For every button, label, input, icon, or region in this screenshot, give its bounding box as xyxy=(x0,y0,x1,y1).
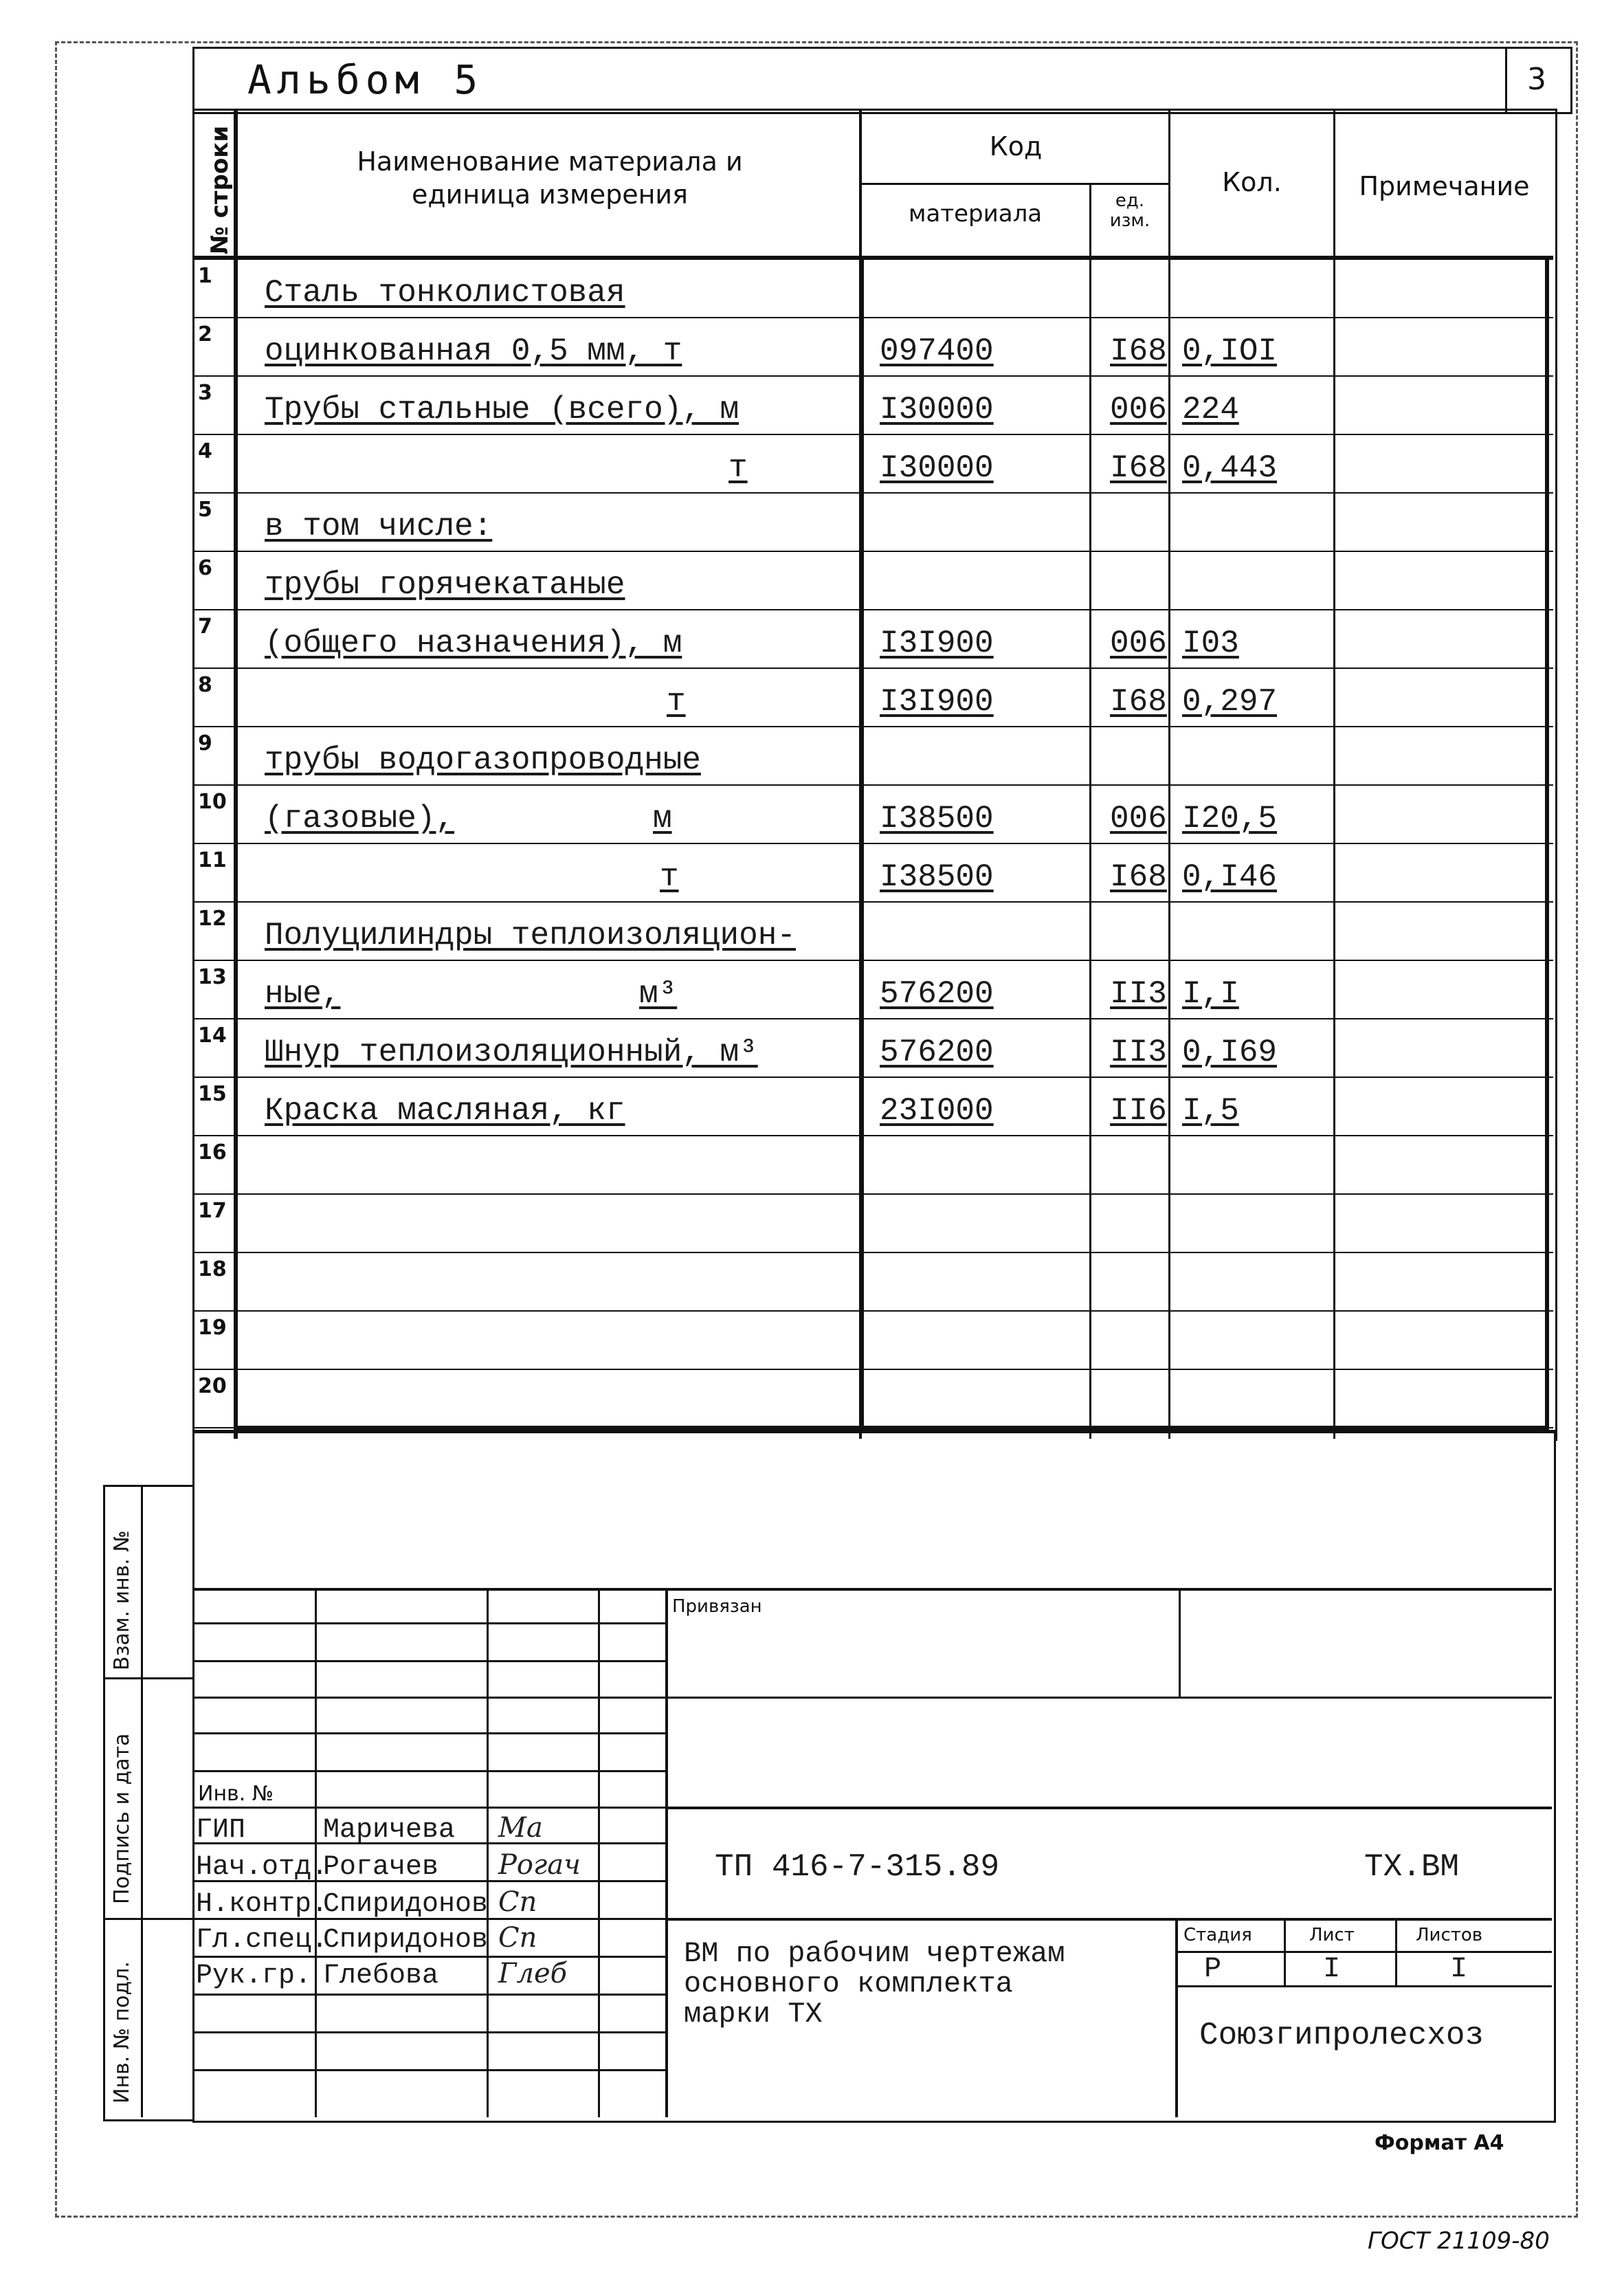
person-role: Нач.отд. xyxy=(196,1852,329,1883)
unit-code: 006 xyxy=(1110,392,1167,428)
tb-hline-title xyxy=(665,1918,1552,1921)
stage-label: Стадия xyxy=(1183,1925,1252,1945)
quantity: 0,IOI xyxy=(1182,333,1278,369)
tb-left-hline xyxy=(192,1994,667,1996)
person-signature: Глеб xyxy=(498,1958,568,1989)
row-number: 10 xyxy=(198,790,227,814)
tb-left-hline xyxy=(192,1732,667,1734)
row-number: 4 xyxy=(198,439,212,463)
table-row xyxy=(192,961,1553,1019)
quantity: 224 xyxy=(1182,392,1239,428)
row-number: 16 xyxy=(198,1140,227,1164)
person-signature: Рогач xyxy=(498,1849,581,1881)
table-row xyxy=(192,1019,1553,1078)
format-label: Формат А4 xyxy=(1375,2131,1504,2155)
quantity: I,5 xyxy=(1182,1093,1239,1129)
side-divider-inner xyxy=(141,1485,143,2117)
sheets-label: Листов xyxy=(1416,1925,1483,1945)
tb-hline-stage-val xyxy=(1175,1985,1552,1987)
person-name: Спиридонов xyxy=(323,1889,489,1920)
doc-title-line2: основного комплекта xyxy=(684,1967,1013,2001)
inv-no-label: Инв. № xyxy=(198,1782,274,1806)
gost-label: ГОСТ 21109-80 xyxy=(1368,2227,1550,2255)
material-code: 23I000 xyxy=(880,1093,994,1129)
sheets-value: I xyxy=(1450,1952,1468,1985)
doc-title xyxy=(684,1939,1065,2029)
album-title: Альбом 5 xyxy=(247,56,484,103)
header-qty: Кол. xyxy=(1222,167,1282,197)
table-row xyxy=(192,1195,1553,1253)
stage-value: Р xyxy=(1204,1952,1222,1985)
header-note: Примечание xyxy=(1359,171,1530,201)
material-code: I3I900 xyxy=(880,684,994,720)
tb-left-hline xyxy=(192,1770,667,1772)
material-code: I38500 xyxy=(880,801,994,837)
row-number: 8 xyxy=(198,673,212,697)
tb-vline-stage-area xyxy=(1175,1918,1178,2117)
mark: ТХ.ВМ xyxy=(1364,1849,1460,1885)
material-code: I30000 xyxy=(880,392,994,428)
table-row xyxy=(192,552,1553,610)
row-number: 6 xyxy=(198,556,212,580)
row-number: 15 xyxy=(198,1082,227,1106)
header-code: Код xyxy=(989,131,1043,162)
quantity: 0,297 xyxy=(1182,684,1278,720)
side-label-podpis: Подпись и дата xyxy=(110,1733,134,1904)
sheet-value: I xyxy=(1323,1952,1341,1985)
unit-code: II3 xyxy=(1110,1035,1167,1070)
unit-code: II6 xyxy=(1110,1093,1167,1129)
tb-left-hline xyxy=(192,1956,667,1958)
header-unit-line2: изм. xyxy=(1109,210,1150,231)
material-name: ные, xyxy=(265,976,341,1012)
unit-code: II3 xyxy=(1110,976,1167,1012)
organization: Союзгипролесхоз xyxy=(1199,2018,1484,2053)
table-row xyxy=(192,786,1553,844)
table-row xyxy=(192,1312,1553,1370)
material-name: (общего назначения), м xyxy=(265,626,682,661)
side-divider-1 xyxy=(103,1677,192,1679)
header-name xyxy=(241,146,859,211)
table-row xyxy=(192,844,1553,903)
material-code: 576200 xyxy=(880,976,994,1012)
side-label-inv-podl: Инв. № подл. xyxy=(110,1961,134,2104)
table-body xyxy=(192,260,1553,1428)
code-subheader-line xyxy=(859,183,1170,185)
unit-code: I68 xyxy=(1110,859,1167,895)
material-name: т xyxy=(728,450,748,486)
material-code: 097400 xyxy=(880,333,994,369)
tb-hline-code xyxy=(665,1807,1552,1809)
row-number: 11 xyxy=(198,848,227,872)
unit-code: I68 xyxy=(1110,684,1167,720)
tb-vline-stage-1 xyxy=(1284,1918,1286,1987)
quantity: 0,I69 xyxy=(1182,1035,1278,1070)
header-name-line2: единица измерения xyxy=(412,179,688,210)
person-role: ГИП xyxy=(196,1815,246,1846)
unit-code: I68 xyxy=(1110,450,1167,486)
quantity: 0,I46 xyxy=(1182,859,1278,895)
row-number: 2 xyxy=(198,322,212,346)
row-number: 18 xyxy=(198,1257,227,1281)
doc-title-line3: марки ТХ xyxy=(684,1998,823,2031)
unit-code: 006 xyxy=(1110,626,1167,661)
material-name: трубы горячекатаные xyxy=(265,567,625,603)
project-code: ТП 416-7-315.89 xyxy=(715,1849,1000,1885)
person-signature: Ма xyxy=(498,1812,543,1844)
quantity: I20,5 xyxy=(1182,801,1278,837)
doc-title-line1: ВМ по рабочим чертежам xyxy=(684,1937,1065,1970)
tb-vline-d xyxy=(665,1588,668,2117)
unit-code: I68 xyxy=(1110,333,1167,369)
person-role: Гл.спец. xyxy=(196,1925,329,1956)
page-number: 3 xyxy=(1527,62,1546,97)
tb-left-hline xyxy=(192,1660,667,1662)
privyazan-label: Привязан xyxy=(672,1596,762,1617)
table-row xyxy=(192,260,1553,318)
person-signature: Сп xyxy=(498,1886,537,1918)
table-row xyxy=(192,1136,1553,1195)
material-name-unit: м xyxy=(653,801,672,837)
sheet-label: Лист xyxy=(1309,1925,1355,1945)
row-number: 20 xyxy=(198,1374,227,1398)
material-name: т xyxy=(667,684,686,720)
header-unit-line1: ед. xyxy=(1115,190,1145,211)
header-material-code: материала xyxy=(908,200,1043,228)
header-unit-code xyxy=(1091,191,1168,230)
tb-hline-stage-hdr xyxy=(1175,1951,1552,1953)
unit-code: 006 xyxy=(1110,801,1167,837)
tb-left-hline xyxy=(192,2069,667,2071)
table-row xyxy=(192,377,1553,435)
person-name: Спиридонов xyxy=(323,1925,489,1956)
person-role: Н.контр. xyxy=(196,1889,329,1920)
table-row xyxy=(192,903,1553,961)
side-label-vzam: Взам. инв. № xyxy=(110,1530,134,1670)
tb-left-hline xyxy=(192,1697,667,1699)
person-name: Рогачев xyxy=(323,1852,439,1883)
table-row xyxy=(192,1253,1553,1312)
quantity: I03 xyxy=(1182,626,1239,661)
material-code: 576200 xyxy=(880,1035,994,1070)
person-role: Рук.гр. xyxy=(196,1961,312,1991)
material-name: в том числе: xyxy=(265,509,493,544)
material-name: Сталь тонколистовая xyxy=(265,275,625,311)
row-number: 3 xyxy=(198,381,212,405)
tb-left-hline xyxy=(192,2031,667,2033)
person-name: Маричева xyxy=(323,1815,456,1846)
material-name: Краска масляная, кг xyxy=(265,1093,625,1129)
row-number: 19 xyxy=(198,1316,227,1340)
row-number: 7 xyxy=(198,615,212,639)
row-number: 14 xyxy=(198,1024,227,1048)
table-row xyxy=(192,494,1553,552)
tb-left-hline xyxy=(192,1807,667,1809)
row-number: 13 xyxy=(198,965,227,989)
table-row xyxy=(192,669,1553,727)
tb-vline-e xyxy=(1179,1588,1181,1698)
tb-vline-stage-2 xyxy=(1395,1918,1397,1987)
material-code: I38500 xyxy=(880,859,994,895)
material-name: (газовые), xyxy=(265,801,455,837)
table-row xyxy=(192,1370,1553,1428)
row-number: 12 xyxy=(198,907,227,931)
tb-vline-b xyxy=(487,1588,489,2117)
material-name: Полуцилиндры теплоизоляцион- xyxy=(265,918,796,953)
table-row xyxy=(192,727,1553,786)
row-number: 1 xyxy=(198,264,212,288)
side-divider-2 xyxy=(103,1918,192,1920)
table-row xyxy=(192,318,1553,377)
table-row xyxy=(192,1078,1553,1136)
tb-hline-privyazan xyxy=(665,1697,1552,1699)
person-name: Глебова xyxy=(323,1961,439,1991)
row-number: 17 xyxy=(198,1199,227,1223)
header-row-no: № строки xyxy=(206,125,234,254)
table-row xyxy=(192,435,1553,494)
quantity: I,I xyxy=(1182,976,1239,1012)
material-name: Трубы стальные (всего), м xyxy=(265,392,739,428)
quantity: 0,443 xyxy=(1182,450,1278,486)
material-name-unit: м³ xyxy=(639,976,678,1012)
header-name-line1: Наименование материала и xyxy=(357,146,743,177)
row-number: 9 xyxy=(198,731,212,755)
row-number: 5 xyxy=(198,498,212,522)
material-name: т xyxy=(660,859,679,895)
material-name: Шнур теплоизоляционный, м³ xyxy=(265,1035,758,1070)
material-code: I30000 xyxy=(880,450,994,486)
material-name: трубы водогазопроводные xyxy=(265,742,701,778)
table-row xyxy=(192,610,1553,669)
person-signature: Сп xyxy=(498,1922,537,1954)
material-name: оцинкованная 0,5 мм, т xyxy=(265,333,682,369)
tb-left-hline xyxy=(192,1622,667,1624)
tb-vline-c xyxy=(598,1588,600,2117)
material-code: I3I900 xyxy=(880,626,994,661)
